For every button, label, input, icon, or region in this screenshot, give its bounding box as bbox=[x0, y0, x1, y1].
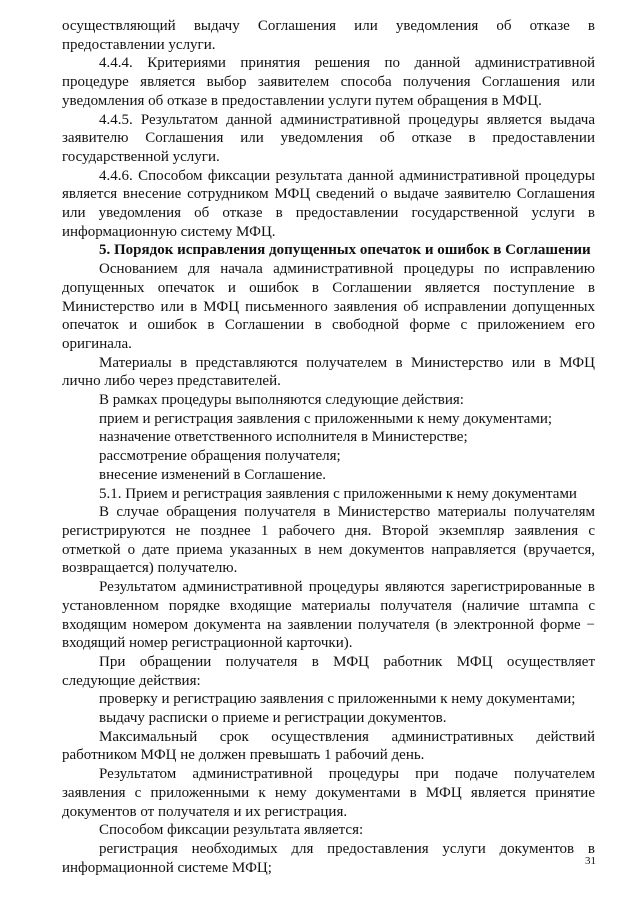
paragraph-materials: Материалы в представляются получателем в Министерство или в МФЦ лично либо через представителей. bbox=[62, 354, 595, 390]
paragraph-basis: Основанием для начала административной процедуры по исправлению допущенных опечаток и ошибок в Соглашении является поступление в Министерство или в МФЦ письменного заявления об исправлении допущенных опечаток и ошибок в Соглашении в свободной форме с приложением его оригинала. bbox=[62, 261, 595, 352]
page-number: 31 bbox=[585, 855, 596, 867]
paragraph-registration: В случае обращения получателя в Министерство материалы получателям регистрируются не позднее 1 рабочего дня. Второй экземпляр заявления с отметкой о дате приема указанных в нем документов направляется (вручается, возвращается) получателю. bbox=[62, 504, 595, 577]
paragraph-max-term: Максимальный срок осуществления административных действий работником МФЦ не должен превышать 1 рабочий день. bbox=[62, 728, 595, 764]
paragraph-result-mfc: Результатом административной процедуры при подаче получателем заявления с приложенными к нему документами в МФЦ является принятие документов от получателя и их регистрация. bbox=[62, 766, 595, 820]
list-item: рассмотрение обращения получателя; bbox=[99, 448, 341, 465]
list-item: прием и регистрация заявления с приложенными к нему документами; bbox=[99, 410, 553, 427]
section-heading-5: 5. Порядок исправления допущенных опечаток и ошибок в Соглашении bbox=[99, 242, 591, 259]
paragraph-4-4-5: 4.4.5. Результатом данной административной процедуры является выдача заявителю Соглашения или уведомления об отказе в предоставлении государственной услуги. bbox=[62, 111, 595, 165]
paragraph-result: Результатом административной процедуры являются зарегистрированные в установленном порядке входящие материалы получателя (наличие штампа с входящим номером документа на заявлении получателя (в электронной форме − входящий номер регистрационной карточки). bbox=[62, 579, 595, 652]
paragraph-mfc-actions: При обращении получателя в МФЦ работник МФЦ осуществляет следующие действия: bbox=[62, 653, 595, 689]
list-item: назначение ответственного исполнителя в Министерстве; bbox=[99, 429, 468, 446]
paragraph-4-4-6: 4.4.6. Способом фиксации результата данной административной процедуры является внесение сотрудником МФЦ сведений о выдаче заявителю Соглашения или уведомления об отказе в предоставлении государственной услуги в информационную систему МФЦ. bbox=[62, 167, 595, 240]
paragraph-actions-intro: В рамках процедуры выполняются следующие действия: bbox=[99, 392, 464, 409]
page-body bbox=[62, 17, 595, 877]
paragraph-continuation: осуществляющий выдачу Соглашения или уведомления об отказе в предоставлении услуги. bbox=[62, 18, 595, 53]
paragraph-fixation-intro: Способом фиксации результата является: bbox=[99, 822, 364, 839]
list-item: выдачу расписки о приеме и регистрации документов. bbox=[99, 710, 447, 727]
paragraph-4-4-4: 4.4.4. Критериями принятия решения по данной административной процедуре является выбор заявителем способа получения Соглашения или уведомления об отказе в предоставлении услуги путем обращения в МФЦ. bbox=[62, 55, 595, 109]
list-item: регистрация необходимых для предоставления услуги документов в информационной системе МФЦ; bbox=[62, 840, 595, 876]
list-item: внесение изменений в Соглашение. bbox=[99, 466, 327, 483]
subsection-heading-5-1: 5.1. Прием и регистрация заявления с приложенными к нему документами bbox=[99, 485, 577, 502]
list-item: проверку и регистрацию заявления с приложенными к нему документами; bbox=[99, 691, 576, 708]
